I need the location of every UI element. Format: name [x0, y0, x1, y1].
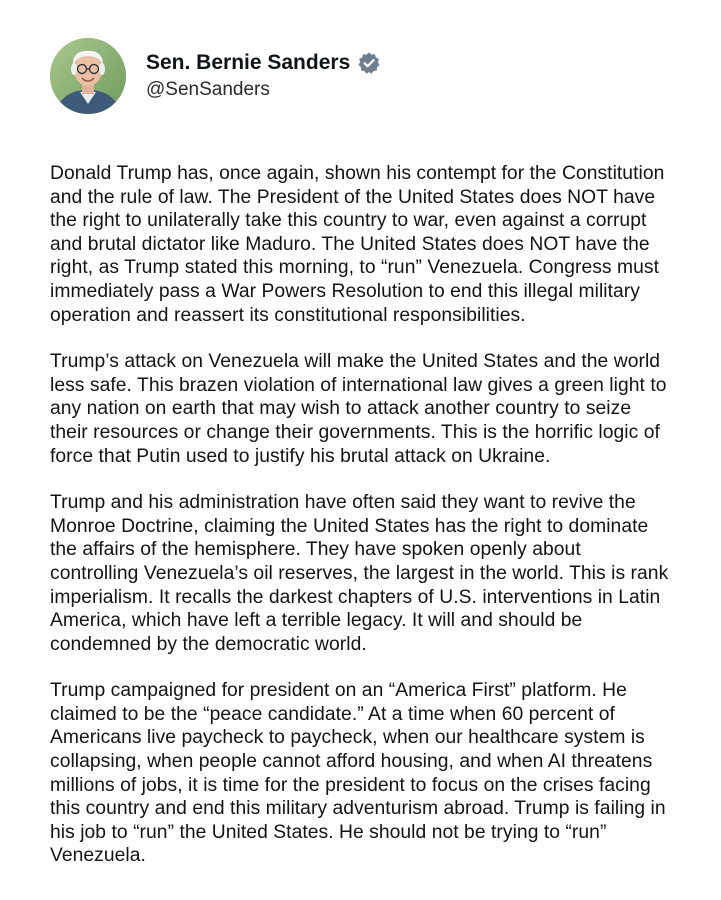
post-paragraph: Trump campaigned for president on an “America First” platform. He claimed to be the “peace candidate.” At a time when 60 percent of Americans live paycheck to paycheck, when our healthcare system is collapsing, when people cannot afford housing, and when AI threatens millions of jobs, it is time for the president to focus on the crises facing this country and end this military adventurism abroad. Trump is failing in his job to “run” the United States. He should not be trying to “run” Venezuela.: [50, 680, 666, 867]
post-paragraph: Trump’s attack on Venezuela will make the United States and the world less safe. This brazen violation of international law gives a green light to any nation on earth that may wish to attack another country to seize their resources or change their governments. This is the horrific logic of force that Putin used to justify his brutal attack on Ukraine.: [50, 351, 667, 467]
post-paragraph: Trump and his administration have often said they want to revive the Monroe Doctrine, claiming the United States has the right to dominate the affairs of the hemisphere. They have spoken openly about controlling Venezuela’s oil reserves, the largest in the world. This is rank imperialism. It recalls the darkest chapters of U.S. interventions in Latin America, which have left a terrible legacy. It will and should be condemned by the democratic world.: [50, 492, 669, 655]
verified-badge-icon: [357, 51, 381, 75]
name-row: [146, 50, 381, 76]
display-name[interactable]: Sen. Bernie Sanders: [146, 50, 351, 74]
post-body: [50, 162, 671, 868]
profile-photo-icon: [50, 38, 126, 114]
post-header: [50, 38, 671, 114]
account-handle[interactable]: @SenSanders: [146, 78, 270, 100]
account-identity: [146, 50, 381, 103]
post-paragraph: Donald Trump has, once again, shown his contempt for the Constitution and the rule of law. The President of the United States does NOT have the right to unilaterally take this country to war, even against a corrupt and brutal dictator like Maduro. The United States does NOT have the right, as Trump stated this morning, to “run” Venezuela. Congress must immediately pass a War Powers Resolution to end this illegal military operation and reassert its constitutional responsibilities.: [50, 163, 665, 326]
avatar[interactable]: [50, 38, 126, 114]
